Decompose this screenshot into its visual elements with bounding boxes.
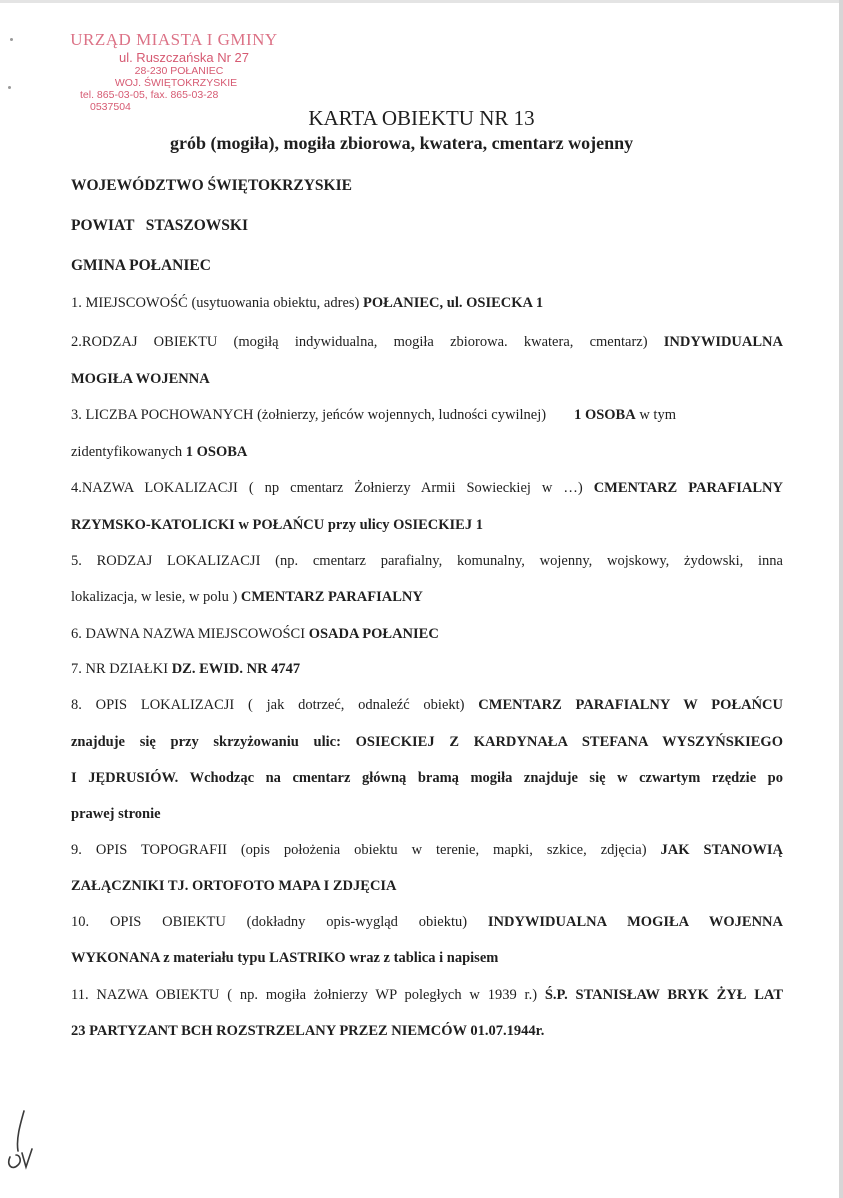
item-3-cont [71,443,783,461]
item-4-cont: RZYMSKO-KATOLICKI w POŁAŃCU przy ulicy OSIECKIEJ 1 [71,517,483,533]
item-8-label: 8. OPIS LOKALIZACJI ( jak dotrzeć, odnaleźć obiekt) [71,697,479,713]
item-8-cont-3: prawej stronie [71,806,161,822]
item-6-label: 6. DAWNA NAZWA MIEJSCOWOŚCI [71,626,309,642]
commune-heading: GMINA POŁANIEC [71,257,211,274]
item-9-cont: ZAŁĄCZNIKI TJ. ORTOFOTO MAPA I ZDJĘCIA [71,878,397,894]
scan-edge-right [839,0,843,1198]
scan-speck [8,86,11,89]
item-5-label: 5. RODZAJ LOKALIZACJI (np. cmentarz parafialny, komunalny, wojenny, wojskowy, żydowski, inna [71,553,783,569]
scan-speck [10,38,13,41]
item-10-value: INDYWIDUALNA MOGIŁA WOJENNA [487,914,783,930]
item-2-cont: MOGIŁA WOJENNA [71,371,210,387]
item-3-label-identified: zidentyfikowanych [71,444,186,460]
item-6 [71,625,783,643]
item-1-label: 1. MIEJSCOWOŚĆ (usytuowania obiektu, adres) [71,295,363,311]
page-subtitle: grób (mogiła), mogiła zbiorowa, kwatera, cmentarz wojenny [170,133,634,153]
item-11-label: 11. NAZWA OBIEKTU ( np. mogiła żołnierzy WP poległych w 1939 r.) [71,987,545,1003]
item-8-cont-2: I JĘDRUSIÓW. Wchodząc na cmentarz główną bramą mogiła znajduje się w czwartym rzędzie po [71,770,783,786]
item-9-label: 9. OPIS TOPOGRAFII (opis położenia obiektu w terenie, mapki, szkice, zdjęcia) [71,842,661,858]
item-1-value: POŁANIEC, ul. OSIECKA 1 [362,295,544,311]
page-title: KARTA OBIEKTU NR 13 [308,106,535,130]
item-11 [71,986,783,1004]
item-10-cont: WYKONANA z materiału typu LASTRIKO wraz z tablica i napisem [71,950,499,966]
item-2-value: INDYWIDUALNA [663,334,783,350]
item-7-label: 7. NR DZIAŁKI [71,661,172,677]
item-7-value: DZ. EWID. NR 4747 [171,661,301,677]
item-9 [71,841,783,859]
item-3-value-identified: 1 OSOBA [185,444,248,460]
item-8-cont-1: znajduje się przy skrzyżowaniu ulic: OSIECKIEJ Z KARDYNAŁA STEFANA WYSZYŃSKIEGO [71,734,783,750]
stamp-line-postcode: 28-230 POŁANIEC [134,65,224,77]
stamp-line-regon: 0537504 [90,101,131,113]
item-1 [71,294,783,312]
item-3-value: 1 OSOBA [574,407,636,423]
item-2 [71,333,783,351]
voivodeship-heading: WOJEWÓDZTWO ŚWIĘTOKRZYSKIE [71,177,352,194]
item-10-label: 10. OPIS OBIEKTU (dokładny opis-wygląd obiektu) [71,914,488,930]
item-11-cont: 23 PARTYZANT BCH ROZSTRZELANY PRZEZ NIEMCÓW 01.07.1944r. [71,1023,545,1039]
item-5-value: CMENTARZ PARAFIALNY [240,589,423,605]
item-4 [71,479,783,497]
item-9-value: JAK STANOWIĄ [660,842,784,858]
item-5-label-cont: lokalizacja, w lesie, w polu ) [71,589,241,605]
item-8 [71,696,783,714]
office-stamp [56,30,292,113]
stamp-line-voivodeship: WOJ. ŚWIĘTOKRZYSKIE [114,77,238,89]
item-2-label: 2.RODZAJ OBIEKTU (mogiłą indywidualna, mogiła zbiorowa. kwatera, cmentarz) [71,334,664,350]
item-8-value: CMENTARZ PARAFIALNY W POŁAŃCU [478,697,783,713]
item-7 [71,660,783,678]
scan-edge-top [0,0,843,3]
county-heading: POWIAT STASZOWSKI [71,217,249,234]
handwritten-mark [4,1105,40,1175]
item-11-value: Ś.P. STANISŁAW BRYK ŻYŁ LAT [544,987,783,1003]
item-4-label: 4.NAZWA LOKALIZACJI ( np cmentarz Żołnierzy Armii Sowieckiej w …) [71,480,594,496]
item-3-mid: w tym [635,407,676,423]
stamp-line-office: URZĄD MIASTA I GMINY [70,30,278,49]
stamp-line-street: ul. Ruszczańska Nr 27 [118,50,250,65]
item-10 [71,913,783,931]
item-4-value: CMENTARZ PARAFIALNY [593,480,783,496]
item-3-label: 3. LICZBA POCHOWANYCH (żołnierzy, jeńców wojennych, ludności cywilnej) [71,407,547,423]
item-6-value: OSADA POŁANIEC [308,626,439,642]
item-5-cont [71,588,783,606]
stamp-line-phone: tel. 865-03-05, fax. 865-03-28 [80,89,219,101]
item-3 [71,406,783,424]
